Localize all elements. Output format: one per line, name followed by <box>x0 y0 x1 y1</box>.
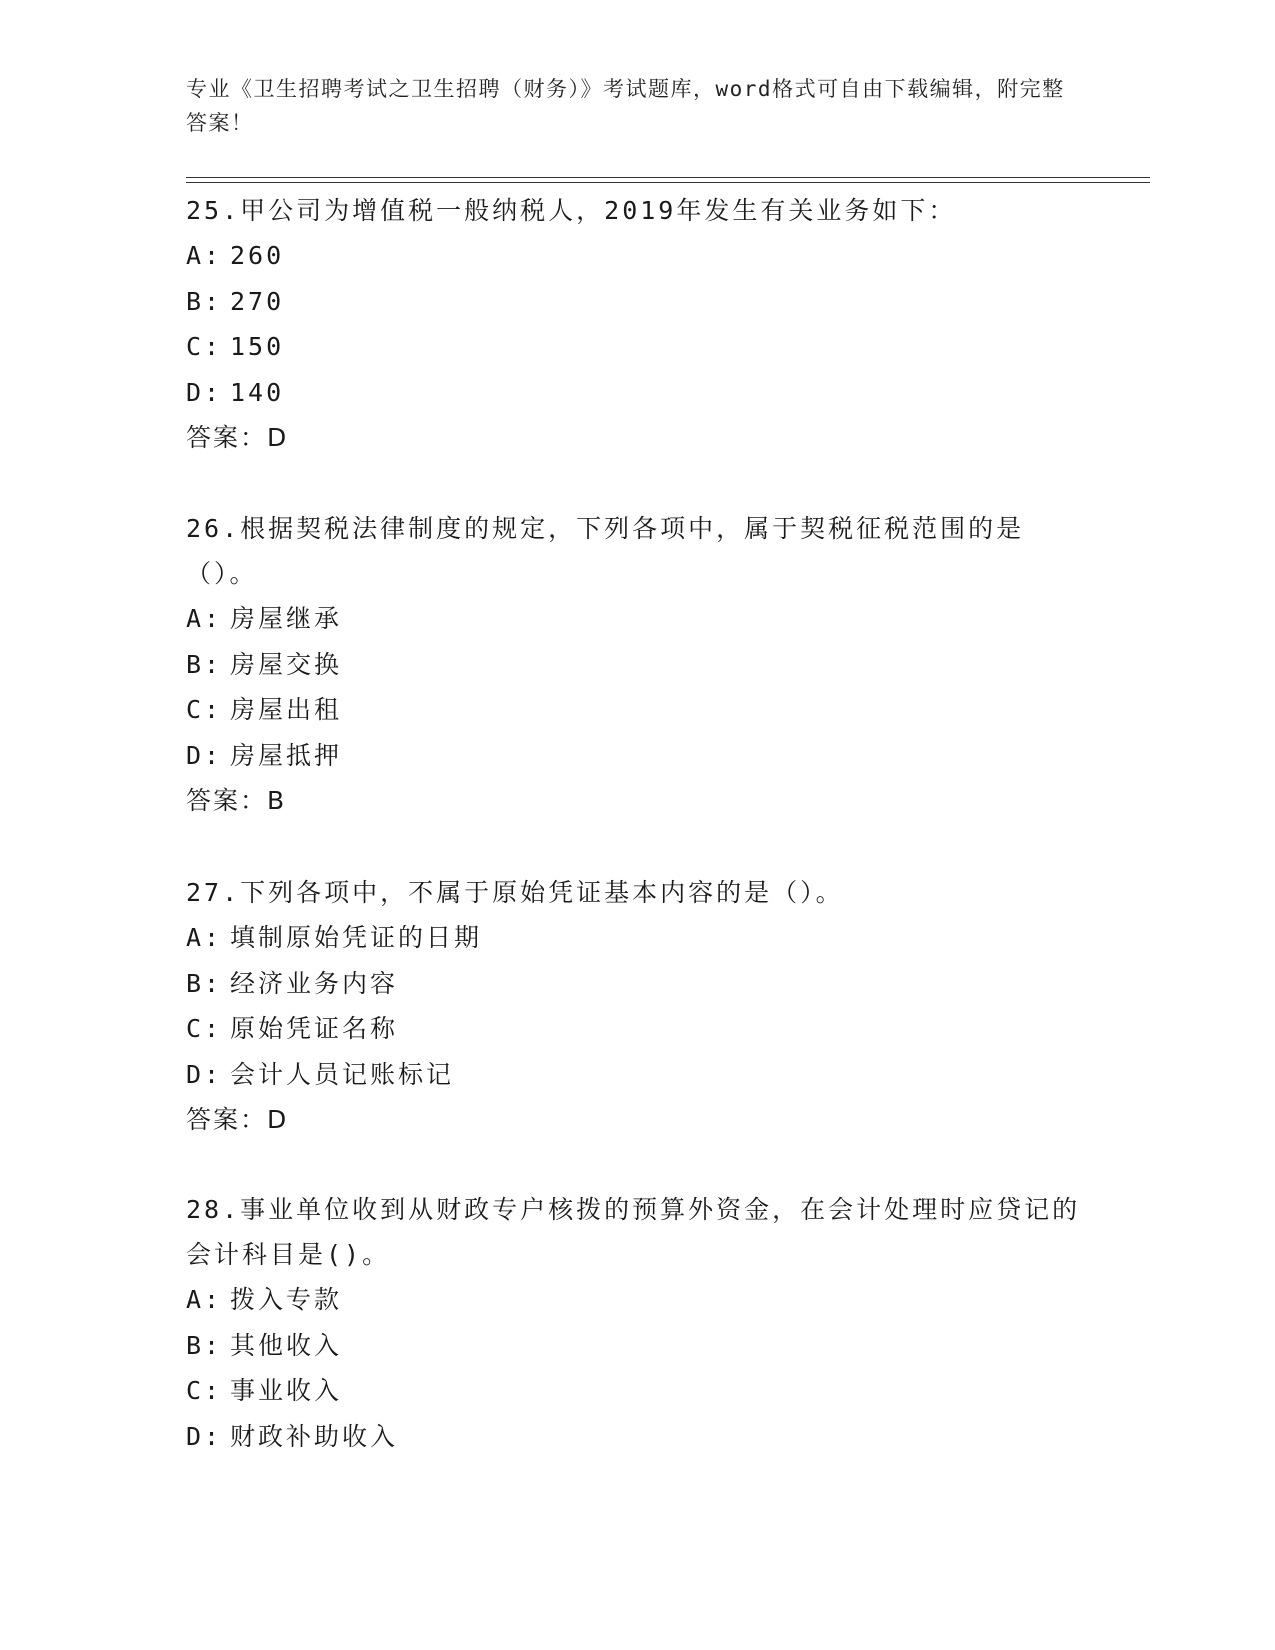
option-letter: B: <box>186 1330 223 1360</box>
answer: 答案：B <box>186 786 287 815</box>
option-c <box>186 1006 1086 1052</box>
question-25 <box>186 188 1086 460</box>
question-stem: 25.甲公司为增值税一般纳税人，2019年发生有关业务如下： <box>186 196 957 225</box>
option-text: 其他收入 <box>230 1330 343 1360</box>
option-letter: D: <box>186 1421 223 1451</box>
option-c <box>186 687 1086 733</box>
option-b <box>186 961 1086 1007</box>
option-letter: C: <box>186 695 223 724</box>
option-a <box>186 915 1086 961</box>
option-text: 140 <box>230 377 285 407</box>
option-c <box>186 324 1086 370</box>
option-text: 财政补助收入 <box>230 1421 399 1451</box>
question-stem: 26.根据契税法律制度的规定，下列各项中，属于契税征税范围的是（）。 <box>186 514 1025 588</box>
question-28 <box>186 1187 1086 1459</box>
option-letter: B: <box>186 968 223 998</box>
option-letter: C: <box>186 1376 223 1405</box>
option-letter: B: <box>186 649 223 679</box>
answer: 答案：D <box>186 1105 289 1134</box>
header-divider-line <box>186 177 1150 178</box>
option-d <box>186 1414 1086 1460</box>
option-text: 260 <box>230 241 285 270</box>
option-text: 房屋交换 <box>230 649 343 679</box>
option-d <box>186 733 1086 779</box>
option-b <box>186 642 1086 688</box>
header-divider-line-secondary <box>186 182 1150 183</box>
option-letter: D: <box>186 377 223 407</box>
option-letter: A: <box>186 604 223 633</box>
option-letter: A: <box>186 241 223 270</box>
option-b <box>186 279 1086 325</box>
option-d <box>186 1052 1086 1098</box>
option-text: 经济业务内容 <box>230 968 399 998</box>
option-b <box>186 1323 1086 1369</box>
option-letter: D: <box>186 1059 223 1089</box>
question-27 <box>186 870 1086 1142</box>
option-a <box>186 1277 1086 1323</box>
option-text: 房屋继承 <box>230 604 343 633</box>
option-d <box>186 370 1086 416</box>
answer: 答案：D <box>186 423 289 452</box>
option-text: 150 <box>230 332 285 361</box>
option-c <box>186 1368 1086 1414</box>
option-letter: A: <box>186 923 223 952</box>
option-text: 270 <box>230 286 285 316</box>
option-a <box>186 233 1086 279</box>
option-letter: A: <box>186 1285 223 1314</box>
option-text: 事业收入 <box>230 1376 343 1405</box>
option-letter: D: <box>186 740 223 770</box>
option-text: 原始凭证名称 <box>230 1014 399 1043</box>
question-26 <box>186 506 1086 823</box>
document-header: 专业《卫生招聘考试之卫生招聘（财务）》考试题库，word格式可自由下载编辑，附完整答案！ <box>186 77 1065 135</box>
option-letter: C: <box>186 1014 223 1043</box>
question-stem: 28.事业单位收到从财政专户核拨的预算外资金，在会计处理时应贷记的会计科目是()。 <box>186 1195 1081 1269</box>
option-letter: B: <box>186 286 223 316</box>
option-text: 填制原始凭证的日期 <box>230 923 483 952</box>
option-a <box>186 596 1086 642</box>
option-text: 拨入专款 <box>230 1285 343 1314</box>
option-text: 房屋出租 <box>230 695 343 724</box>
option-letter: C: <box>186 332 223 361</box>
question-stem: 27.下列各项中，不属于原始凭证基本内容的是（）。 <box>186 878 844 907</box>
option-text: 房屋抵押 <box>230 740 343 770</box>
option-text: 会计人员记账标记 <box>230 1059 455 1089</box>
